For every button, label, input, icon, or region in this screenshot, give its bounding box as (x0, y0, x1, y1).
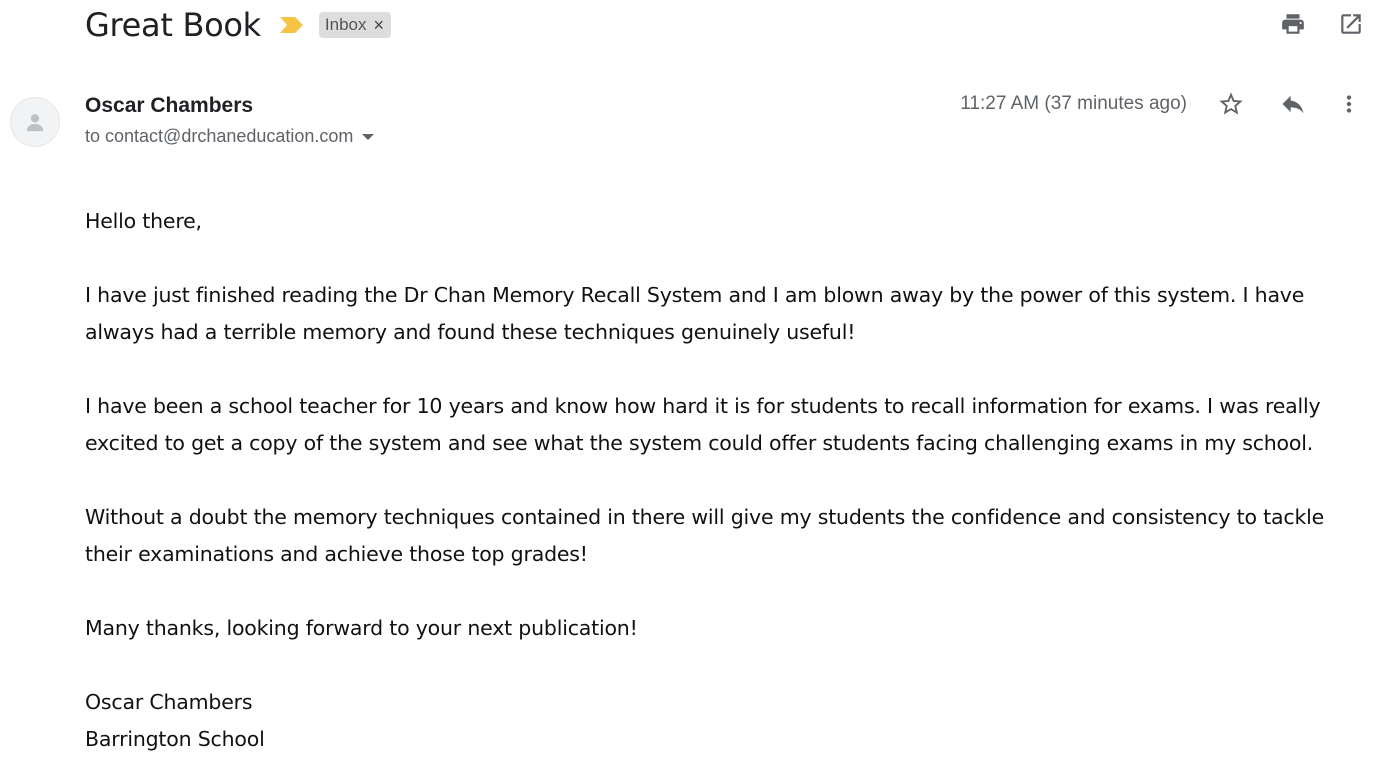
email-greeting: Hello there, (85, 209, 202, 233)
email-subject: Great Book (85, 6, 261, 44)
print-icon[interactable] (1279, 10, 1307, 38)
recipient-line (85, 126, 374, 147)
open-in-new-window-icon[interactable] (1337, 10, 1365, 38)
subject-bar (85, 4, 391, 46)
header-actions (1279, 10, 1365, 38)
signature-org: Barrington School (85, 727, 265, 751)
star-icon[interactable] (1217, 90, 1245, 118)
person-icon (24, 111, 46, 133)
caret-down-icon[interactable] (362, 134, 374, 140)
more-vertical-icon[interactable] (1335, 90, 1363, 118)
reply-icon[interactable] (1279, 90, 1307, 118)
recipient-text: to contact@drchaneducation.com (85, 126, 354, 146)
email-paragraph-1: I have just finished reading the Dr Chan Memory Recall System and I am blown away by the power of this system. I have always had a terrible memory and found these techniques genuinely useful! (85, 283, 1305, 344)
sender-avatar[interactable] (10, 97, 60, 147)
message-timestamp: 11:27 AM (37 minutes ago) (960, 93, 1187, 114)
label-chip-inbox (319, 12, 391, 38)
signature-name: Oscar Chambers (85, 690, 253, 714)
email-body (85, 203, 1345, 758)
label-chip-text: Inbox (324, 15, 367, 34)
sender-name[interactable]: Oscar Chambers (85, 94, 254, 117)
email-paragraph-4: Many thanks, looking forward to your next publication! (85, 616, 638, 640)
importance-marker-icon[interactable] (279, 15, 305, 35)
email-paragraph-2: I have been a school teacher for 10 years and know how hard it is for students to recall information for exams. I was really excited to get a copy of the system and see what the system could offer students facing challenging exams in my school. (85, 394, 1321, 455)
message-meta (960, 90, 1363, 118)
close-icon[interactable]: × (373, 15, 385, 35)
email-paragraph-3: Without a doubt the memory techniques contained in there will give my students the confidence and consistency to tackle their examinations and achieve those top grades! (85, 505, 1325, 566)
